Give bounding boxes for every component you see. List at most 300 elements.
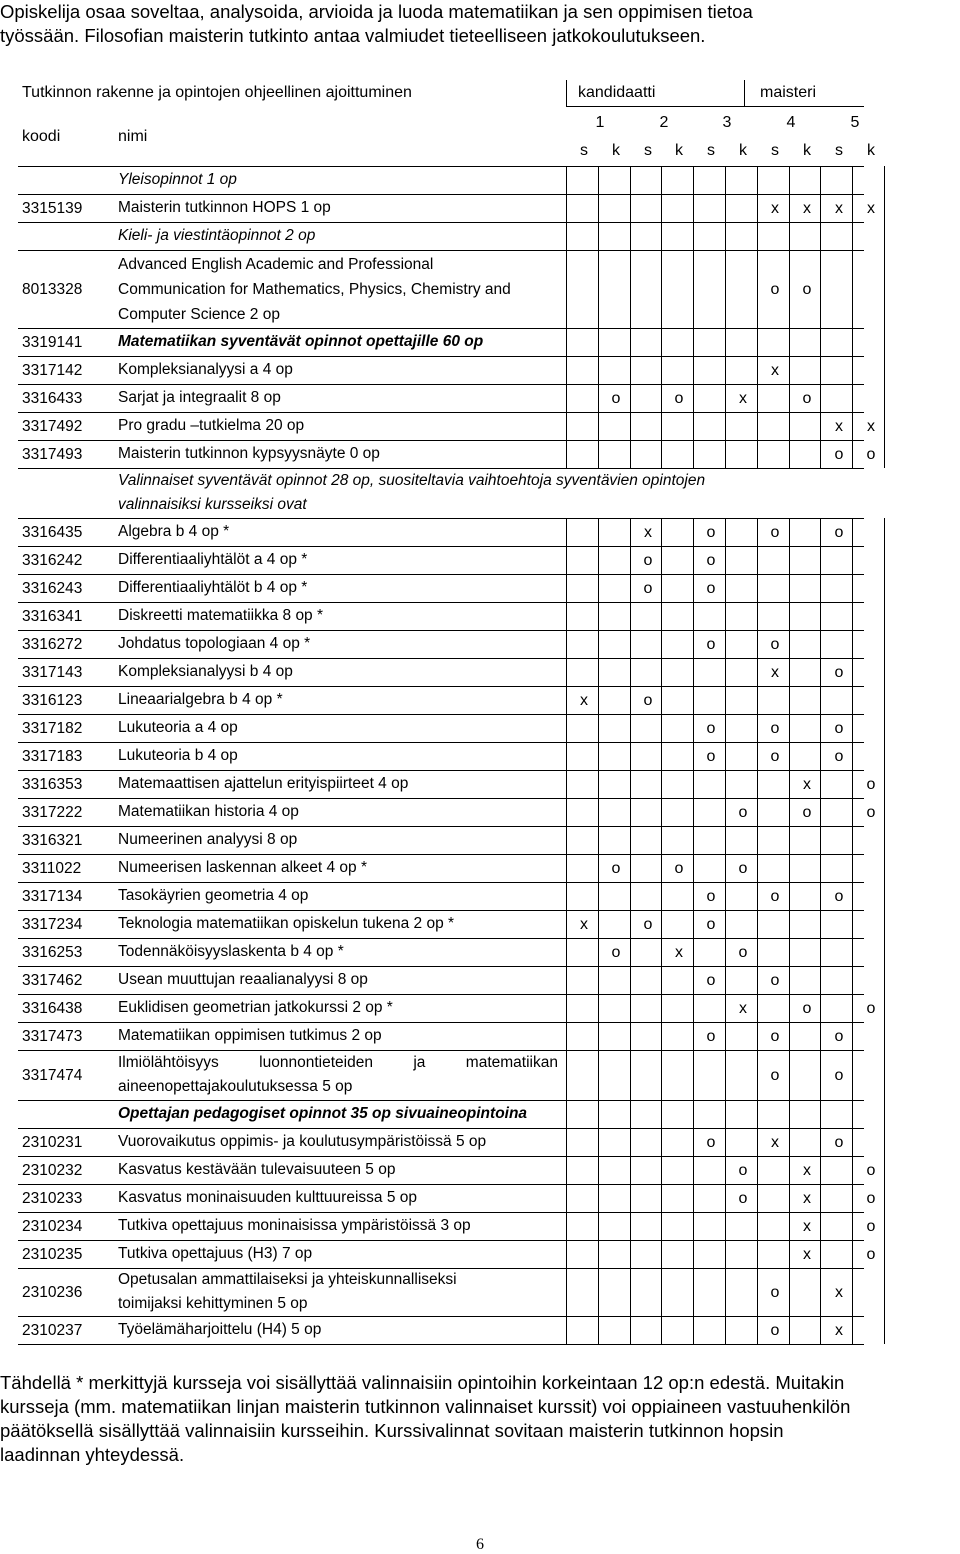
grid-line	[598, 1156, 599, 1184]
grid-line	[661, 910, 662, 938]
course-code: 3317142	[22, 362, 83, 379]
grid-line	[566, 250, 567, 328]
grid-line	[884, 966, 885, 994]
grid-line	[884, 882, 885, 910]
grid-line	[566, 80, 567, 106]
grid-line	[598, 250, 599, 328]
schedule-mark: o	[706, 972, 716, 989]
course-code: 2310236	[22, 1284, 83, 1301]
grid-line	[598, 518, 599, 546]
grid-line	[725, 574, 726, 602]
schedule-mark: o	[706, 524, 716, 541]
grid-line	[852, 250, 853, 328]
grid-line	[693, 630, 694, 658]
grid-line	[725, 1128, 726, 1156]
grid-line	[725, 1050, 726, 1100]
grid-line	[852, 546, 853, 574]
grid-line	[598, 630, 599, 658]
grid-line	[852, 356, 853, 384]
grid-line	[661, 222, 662, 250]
grid-line	[661, 630, 662, 658]
grid-line	[820, 250, 821, 328]
grid-line	[757, 384, 758, 412]
table-row	[0, 854, 960, 882]
schedule-mark: x	[803, 1162, 811, 1179]
course-name: Numeerisen laskennan alkeet 4 op *	[118, 859, 368, 876]
grid-line	[757, 938, 758, 966]
grid-line	[725, 384, 726, 412]
grid-line	[884, 1316, 885, 1344]
grid-line	[852, 1240, 853, 1268]
grid-line	[661, 882, 662, 910]
grid-line	[852, 1128, 853, 1156]
schedule-mark: o	[834, 720, 844, 737]
grid-line	[757, 328, 758, 356]
group-header-maisteri: maisteri	[760, 84, 817, 101]
table-row	[0, 1156, 960, 1184]
grid-line	[693, 1240, 694, 1268]
grid-line	[598, 882, 599, 910]
grid-line	[789, 194, 790, 222]
schedule-mark: x	[580, 692, 588, 709]
table-row	[0, 966, 960, 994]
course-name: Diskreetti matematiikka 8 op *	[118, 607, 324, 624]
course-name: Kompleksianalyysi b 4 op	[118, 663, 293, 680]
schedule-mark: o	[802, 804, 812, 821]
grid-line	[693, 1212, 694, 1240]
schedule-mark: o	[770, 972, 780, 989]
table-row	[0, 938, 960, 966]
grid-line	[693, 742, 694, 770]
grid-line	[598, 1240, 599, 1268]
grid-line	[852, 222, 853, 250]
schedule-mark: x	[803, 1246, 811, 1263]
schedule-mark: o	[738, 1190, 748, 1207]
grid-line	[693, 658, 694, 686]
schedule-mark: o	[770, 524, 780, 541]
grid-line	[661, 518, 662, 546]
grid-line	[693, 194, 694, 222]
grid-line	[820, 938, 821, 966]
grid-line	[820, 328, 821, 356]
grid-line	[566, 1268, 567, 1316]
grid-line	[820, 574, 821, 602]
grid-line	[566, 194, 567, 222]
grid-line	[757, 1156, 758, 1184]
grid-line	[852, 1316, 853, 1344]
grid-line	[630, 1316, 631, 1344]
grid-line	[630, 166, 631, 194]
grid-line	[630, 518, 631, 546]
grid-line	[630, 1212, 631, 1240]
grid-line	[566, 1128, 567, 1156]
grid-line	[598, 412, 599, 440]
grid-line	[789, 574, 790, 602]
grid-line	[598, 328, 599, 356]
grid-line	[566, 518, 567, 546]
grid-line	[884, 328, 885, 356]
course-code: 3317493	[22, 446, 83, 463]
grid-line	[566, 384, 567, 412]
course-code: 3316353	[22, 776, 83, 793]
grid-line	[630, 250, 631, 328]
grid-line	[852, 440, 853, 468]
intro-line: Opiskelija osaa soveltaa, analysoida, arvioida ja luoda matematiikan ja sen oppimisen tietoa	[0, 1, 753, 22]
grid-line	[598, 222, 599, 250]
grid-line	[757, 826, 758, 854]
grid-line	[820, 194, 821, 222]
grid-line	[757, 1128, 758, 1156]
grid-line	[566, 854, 567, 882]
intro-paragraph	[0, 0, 960, 48]
course-name: Euklidisen geometrian jatkokurssi 2 op *	[118, 999, 393, 1016]
table-row	[0, 630, 960, 658]
course-code: 3316123	[22, 692, 83, 709]
grid-line	[661, 1240, 662, 1268]
course-name: Lukuteoria a 4 op	[118, 719, 238, 736]
grid-line	[725, 658, 726, 686]
grid-line	[598, 440, 599, 468]
grid-line	[757, 910, 758, 938]
grid-line	[884, 1268, 885, 1316]
grid-line	[884, 910, 885, 938]
grid-line	[725, 194, 726, 222]
grid-line	[884, 1184, 885, 1212]
course-code: 3316433	[22, 390, 83, 407]
course-name: Maisterin tutkinnon HOPS 1 op	[118, 199, 331, 216]
course-name: Matemaattisen ajattelun erityispiirteet 4 op	[118, 775, 409, 792]
grid-line	[630, 798, 631, 826]
course-name: Sarjat ja integraalit 8 op	[118, 389, 281, 406]
grid-line	[820, 742, 821, 770]
grid-line	[757, 798, 758, 826]
grid-line	[820, 1050, 821, 1100]
schedule-mark: o	[611, 390, 621, 407]
grid-line	[789, 412, 790, 440]
grid-line	[725, 1316, 726, 1344]
schedule-mark: x	[803, 1218, 811, 1235]
schedule-mark: o	[866, 1000, 876, 1017]
course-name: Yleisopinnot 1 op	[118, 171, 237, 188]
grid-line	[789, 938, 790, 966]
grid-line	[693, 826, 694, 854]
course-code: 2310233	[22, 1190, 83, 1207]
grid-line	[884, 770, 885, 798]
course-code: 3316242	[22, 552, 83, 569]
grid-line	[725, 994, 726, 1022]
grid-line	[820, 686, 821, 714]
grid-line	[566, 106, 864, 107]
grid-line	[566, 798, 567, 826]
grid-line	[757, 1184, 758, 1212]
column-header-name: nimi	[118, 128, 148, 145]
grid-line	[852, 518, 853, 546]
table-row	[0, 1240, 960, 1268]
grid-line	[566, 440, 567, 468]
table-row	[0, 994, 960, 1022]
schedule-mark: o	[770, 1067, 780, 1084]
grid-line	[566, 966, 567, 994]
grid-line	[693, 686, 694, 714]
schedule-mark: o	[643, 580, 653, 597]
grid-line	[725, 1156, 726, 1184]
table-row	[0, 412, 960, 440]
schedule-mark: x	[771, 664, 779, 681]
grid-line	[820, 1240, 821, 1268]
course-code: 3317183	[22, 748, 83, 765]
grid-line	[661, 1128, 662, 1156]
grid-line	[884, 938, 885, 966]
course-name: Differentiaaliyhtälöt b 4 op *	[118, 579, 308, 596]
grid-line	[884, 1240, 885, 1268]
year-header: 2	[659, 114, 669, 131]
table-row	[0, 546, 960, 574]
schedule-mark: x	[771, 1134, 779, 1151]
grid-line	[18, 166, 864, 167]
grid-line	[852, 194, 853, 222]
grid-line	[884, 1022, 885, 1050]
grid-line	[598, 546, 599, 574]
grid-line	[598, 1212, 599, 1240]
year-header: 3	[722, 114, 732, 131]
grid-line	[725, 742, 726, 770]
grid-line	[661, 938, 662, 966]
grid-line	[566, 1240, 567, 1268]
grid-line	[566, 910, 567, 938]
course-code: 3316435	[22, 524, 83, 541]
course-name: Numeerinen analyysi 8 op	[118, 831, 298, 848]
schedule-mark: x	[835, 200, 843, 217]
grid-line	[852, 686, 853, 714]
grid-line	[566, 1022, 567, 1050]
schedule-mark: o	[706, 888, 716, 905]
schedule-mark: o	[706, 748, 716, 765]
grid-line	[693, 910, 694, 938]
grid-line	[789, 1128, 790, 1156]
grid-line	[566, 1156, 567, 1184]
grid-line	[757, 574, 758, 602]
grid-line	[661, 994, 662, 1022]
grid-line	[630, 630, 631, 658]
grid-line	[789, 854, 790, 882]
schedule-mark: o	[866, 1162, 876, 1179]
schedule-mark: x	[835, 418, 843, 435]
grid-line	[630, 574, 631, 602]
course-code: 8013328	[22, 281, 83, 298]
grid-line	[820, 412, 821, 440]
footnote-line: kursseja (mm. matematiikan linjan maisterin tutkinnon valinnaiset kurssit) voi oppiaineen vastuuhenkilön	[0, 1396, 851, 1417]
grid-line	[757, 222, 758, 250]
grid-line	[789, 826, 790, 854]
schedule-mark: o	[866, 1218, 876, 1235]
course-code: 3316341	[22, 608, 83, 625]
table-row	[0, 686, 960, 714]
table-row	[0, 882, 960, 910]
grid-line	[725, 854, 726, 882]
schedule-mark: o	[802, 281, 812, 298]
schedule-mark: o	[738, 944, 748, 961]
course-name: Kasvatus moninaisuuden kulttuureissa 5 op	[118, 1189, 417, 1206]
grid-line	[789, 518, 790, 546]
grid-line	[630, 1156, 631, 1184]
grid-line	[661, 1268, 662, 1316]
grid-line	[852, 742, 853, 770]
grid-line	[693, 328, 694, 356]
course-name: Valinnaiset syventävät opinnot 28 op, suositeltavia vaihtoehtoja syventävien opintojen valinnaisiksi kursseiksi ovat	[118, 472, 706, 513]
grid-line	[789, 798, 790, 826]
grid-line	[852, 1156, 853, 1184]
table-title: Tutkinnon rakenne ja opintojen ohjeellinen ajoittuminen	[22, 84, 412, 101]
grid-line	[693, 854, 694, 882]
grid-line	[566, 742, 567, 770]
grid-line	[852, 826, 853, 854]
table-row	[0, 1128, 960, 1156]
table-row	[0, 440, 960, 468]
grid-line	[789, 1184, 790, 1212]
grid-line	[693, 1316, 694, 1344]
grid-line	[757, 1022, 758, 1050]
course-name: Maisterin tutkinnon kypsyysnäyte 0 op	[118, 445, 380, 462]
grid-line	[598, 1316, 599, 1344]
semester-header: k	[803, 142, 811, 159]
grid-line	[820, 798, 821, 826]
schedule-mark: o	[866, 446, 876, 463]
grid-line	[693, 1156, 694, 1184]
grid-line	[693, 1022, 694, 1050]
grid-line	[598, 574, 599, 602]
grid-line	[884, 546, 885, 574]
grid-line	[725, 1100, 726, 1128]
course-name: Työelämäharjoittelu (H4) 5 op	[118, 1321, 322, 1338]
grid-line	[693, 714, 694, 742]
grid-line	[725, 1022, 726, 1050]
grid-line	[566, 1212, 567, 1240]
schedule-mark: o	[770, 1322, 780, 1339]
course-code: 3319141	[22, 334, 83, 351]
grid-line	[820, 966, 821, 994]
grid-line	[852, 1184, 853, 1212]
table-row	[0, 1022, 960, 1050]
schedule-mark: o	[738, 1162, 748, 1179]
grid-line	[789, 630, 790, 658]
grid-line	[566, 356, 567, 384]
grid-line	[598, 194, 599, 222]
course-name: Differentiaaliyhtälöt a 4 op *	[118, 551, 308, 568]
grid-line	[757, 1050, 758, 1100]
grid-line	[789, 658, 790, 686]
grid-line	[820, 658, 821, 686]
grid-line	[630, 854, 631, 882]
schedule-mark: o	[866, 1190, 876, 1207]
grid-line	[725, 250, 726, 328]
grid-line	[630, 356, 631, 384]
grid-line	[884, 384, 885, 412]
schedule-mark: o	[834, 888, 844, 905]
course-name: Kasvatus kestävään tulevaisuuteen 5 op	[118, 1161, 396, 1178]
grid-line	[852, 910, 853, 938]
grid-line	[852, 770, 853, 798]
grid-line	[693, 384, 694, 412]
table-row	[0, 250, 960, 328]
schedule-mark: o	[706, 636, 716, 653]
schedule-mark: o	[643, 692, 653, 709]
grid-line	[820, 166, 821, 194]
grid-line	[661, 1100, 662, 1128]
grid-line	[630, 882, 631, 910]
grid-line	[661, 166, 662, 194]
table-row	[0, 574, 960, 602]
table-row	[0, 602, 960, 630]
schedule-mark: o	[706, 720, 716, 737]
grid-line	[630, 602, 631, 630]
schedule-mark: x	[867, 418, 875, 435]
grid-line	[852, 574, 853, 602]
grid-line	[566, 770, 567, 798]
grid-line	[789, 384, 790, 412]
table-row	[0, 658, 960, 686]
course-code: 3317182	[22, 720, 83, 737]
schedule-mark: x	[867, 200, 875, 217]
course-name: Todennäköisyyslaskenta b 4 op *	[118, 943, 344, 960]
grid-line	[725, 910, 726, 938]
grid-line	[852, 602, 853, 630]
schedule-mark: o	[802, 1000, 812, 1017]
table-row	[0, 468, 960, 518]
grid-line	[820, 770, 821, 798]
schedule-mark: x	[771, 362, 779, 379]
grid-line	[693, 440, 694, 468]
table-row	[0, 222, 960, 250]
grid-line	[661, 1050, 662, 1100]
grid-line	[884, 854, 885, 882]
grid-line	[884, 1050, 885, 1100]
grid-line	[566, 658, 567, 686]
year-header: 5	[850, 114, 860, 131]
course-code: 3317222	[22, 804, 83, 821]
grid-line	[852, 1212, 853, 1240]
table-row	[0, 356, 960, 384]
semester-header: s	[644, 142, 652, 159]
grid-line	[661, 602, 662, 630]
column-header-code: koodi	[22, 128, 61, 145]
grid-line	[598, 938, 599, 966]
table-row	[0, 328, 960, 356]
course-name: Matematiikan syventävät opinnot opettajille 60 op	[118, 333, 484, 350]
course-name: Tutkiva opettajuus (H3) 7 op	[118, 1245, 313, 1262]
table-row	[0, 384, 960, 412]
grid-line	[566, 574, 567, 602]
grid-line	[757, 440, 758, 468]
grid-line	[852, 966, 853, 994]
table-row	[0, 798, 960, 826]
grid-line	[789, 1268, 790, 1316]
grid-line	[757, 966, 758, 994]
grid-line	[884, 412, 885, 440]
grid-line	[598, 1022, 599, 1050]
table-row	[0, 1184, 960, 1212]
grid-line	[630, 412, 631, 440]
grid-line	[789, 1156, 790, 1184]
grid-line	[725, 166, 726, 194]
grid-line	[566, 328, 567, 356]
grid-line	[757, 714, 758, 742]
grid-line	[820, 630, 821, 658]
grid-line	[884, 518, 885, 546]
grid-line	[693, 966, 694, 994]
grid-line	[757, 518, 758, 546]
grid-line	[820, 826, 821, 854]
grid-line	[693, 546, 694, 574]
